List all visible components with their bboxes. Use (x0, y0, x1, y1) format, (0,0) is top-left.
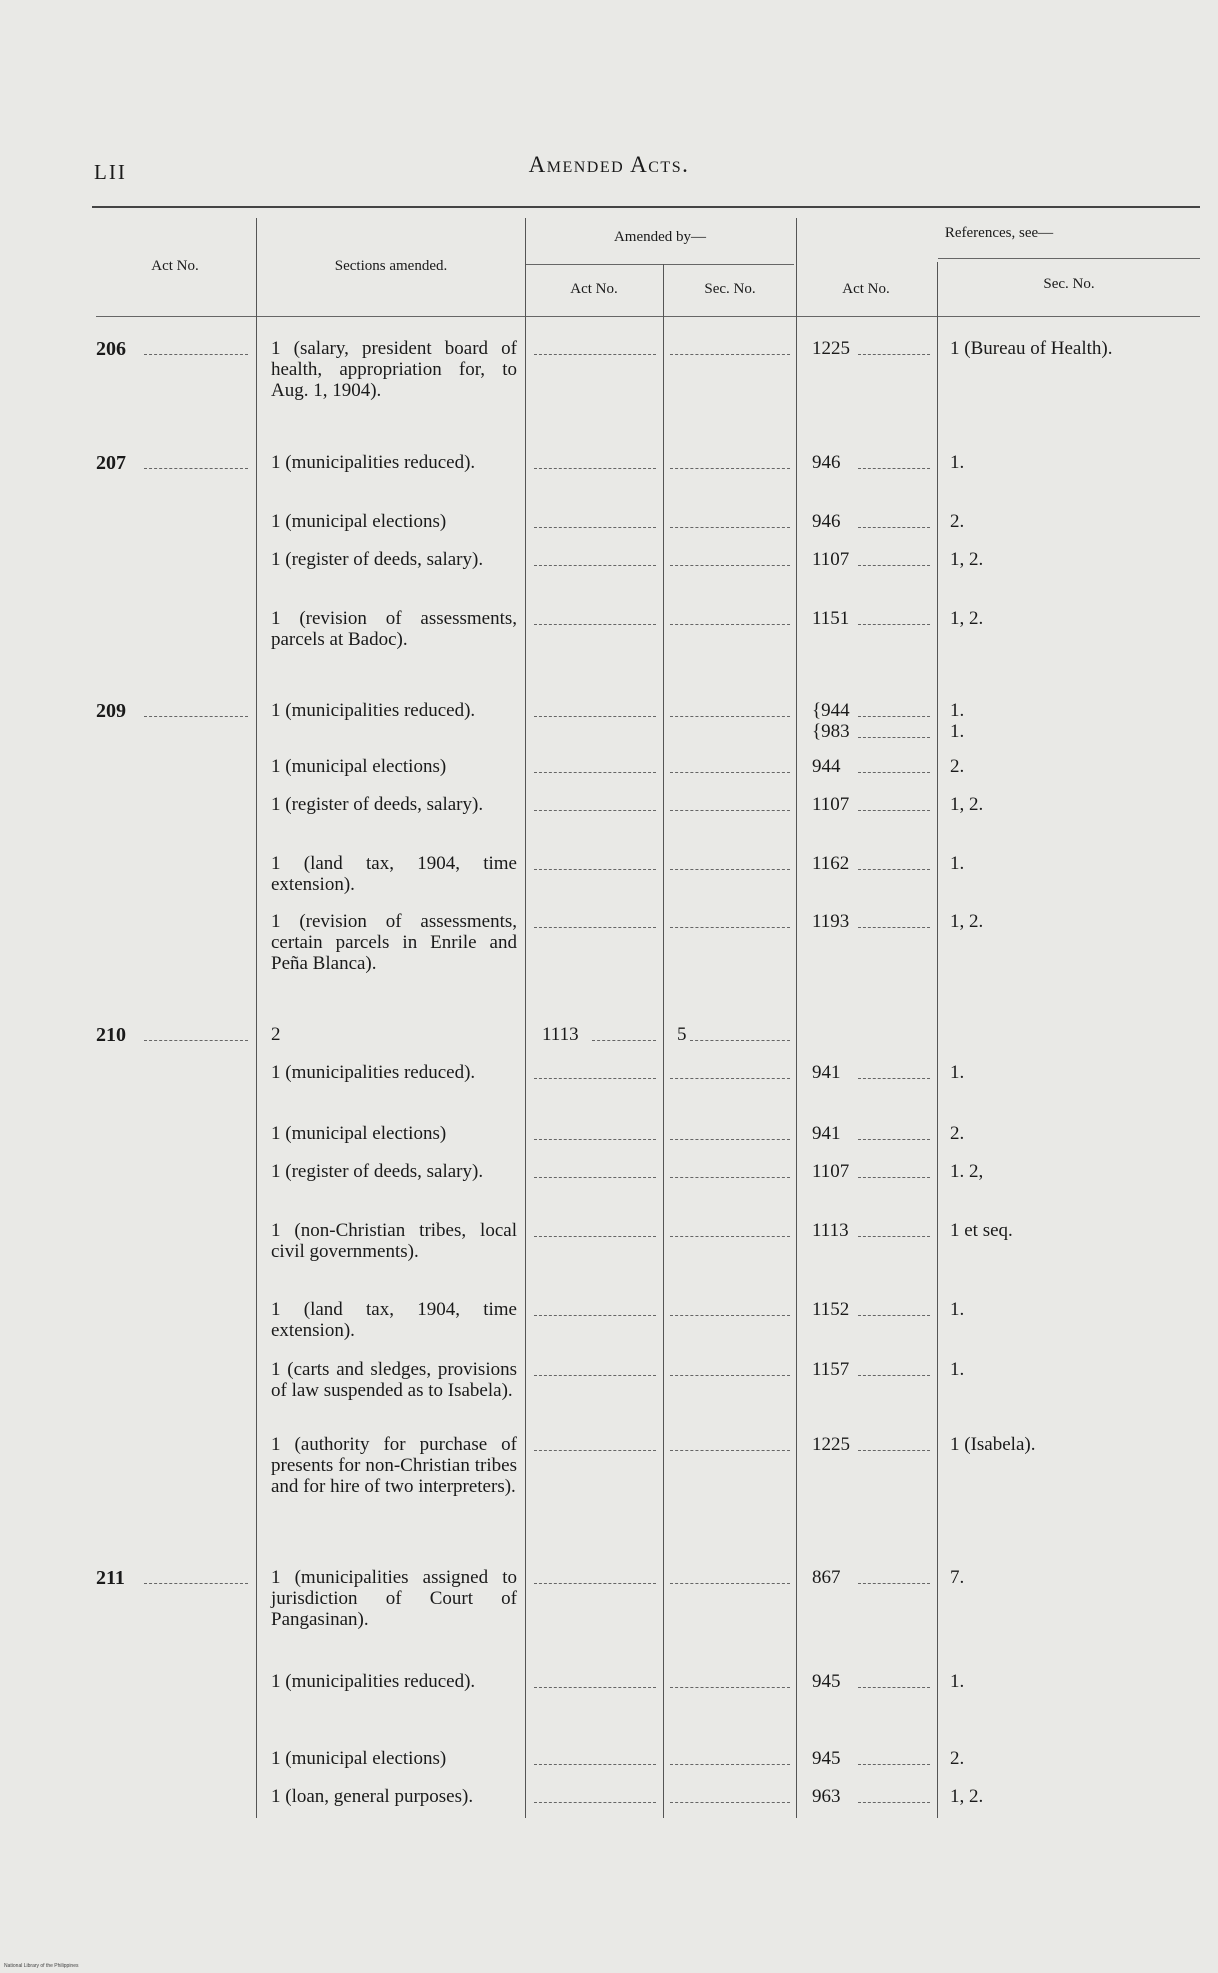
act-number (96, 608, 97, 630)
leader-dots (670, 1450, 790, 1451)
leader-dots (534, 624, 656, 625)
reference-act-number: 946 (812, 511, 841, 532)
leader-dots (670, 1802, 790, 1803)
act-number-cell (96, 1220, 254, 1243)
reference-act-number: 1193 (812, 911, 850, 932)
table-top-rule (92, 206, 1200, 208)
section-description: 1 (register of deeds, salary). (271, 549, 484, 570)
leader-dots (690, 1040, 790, 1041)
leader-dots (858, 1177, 930, 1178)
section-description: 1 (authority for purchase of presents for non-Christian tribes and for hire of two interpreters). (271, 1434, 517, 1497)
leader-dots (534, 1687, 656, 1688)
leader-dots (534, 1236, 656, 1237)
leader-dots (670, 1764, 790, 1765)
leader-dots (858, 1139, 930, 1140)
page-title-text: Amended Acts. (528, 152, 690, 177)
act-number (96, 1671, 97, 1693)
section-description: 1 (municipalities reduced). (271, 1062, 476, 1083)
act-number (96, 911, 97, 933)
reference-section-number: 1 (Bureau of Health). (950, 338, 1113, 359)
leader-dots (858, 1078, 930, 1079)
reference-act-number: 963 (812, 1786, 841, 1807)
reference-section-number: 7. (950, 1567, 965, 1588)
leader-dots (670, 716, 790, 717)
leader-dots (534, 1078, 656, 1079)
reference-section-number: 2. (950, 511, 965, 532)
leader-dots (858, 468, 930, 469)
act-number: 207 (96, 452, 126, 474)
leader-dots (534, 1177, 656, 1178)
reference-section-number: 1, 2. (950, 911, 984, 932)
leader-dots (534, 716, 656, 717)
leader-dots (858, 716, 930, 717)
reference-section-number: 1. 1. (950, 700, 965, 742)
leader-dots (670, 1687, 790, 1688)
act-number-cell (96, 511, 254, 534)
reference-section-number: 1. (950, 1062, 965, 1083)
leader-dots (534, 1375, 656, 1376)
leader-dots (858, 1802, 930, 1803)
reference-act-number: 944 (812, 756, 841, 777)
leader-dots (858, 1583, 930, 1584)
reference-section-number: 2. (950, 1123, 965, 1144)
act-number (96, 756, 97, 778)
reference-section-number: 1. (950, 853, 965, 874)
leader-dots (670, 1375, 790, 1376)
section-description: 1 (revision of assessments, certain parcels in Enrile and Peña Blanca). (271, 911, 517, 974)
reference-section-number: 1. (950, 452, 965, 473)
section-description: 1 (register of deeds, salary). (271, 794, 484, 815)
leader-dots (534, 527, 656, 528)
leader-dots (670, 1315, 790, 1316)
leader-dots (534, 1583, 656, 1584)
leader-dots (858, 565, 930, 566)
section-description: 1 (loan, general purposes). (271, 1786, 474, 1807)
header-amended-by: Amended by— (613, 229, 707, 245)
section-description: 1 (municipalities reduced). (271, 1671, 476, 1692)
act-number-cell (96, 338, 254, 361)
act-number-cell (96, 1786, 254, 1809)
act-number (96, 1434, 97, 1456)
leader-dots (858, 527, 930, 528)
leader-dots (670, 624, 790, 625)
reference-section-number: 2. (950, 1748, 965, 1769)
leader-dots (670, 1236, 790, 1237)
header-bottom-rule (96, 316, 1200, 317)
act-number-cell (96, 1359, 254, 1382)
section-description: 1 (land tax, 1904, time extension). (271, 1299, 517, 1341)
act-number-cell (96, 853, 254, 876)
section-description: 2 (271, 1024, 281, 1045)
reference-act-number: 1162 (812, 853, 850, 874)
act-number-cell (96, 452, 254, 475)
header-amended-act-no: Act No. (570, 281, 618, 297)
section-description: 1 (register of deeds, salary). (271, 1161, 484, 1182)
leader-dots (534, 1764, 656, 1765)
leader-dots (670, 468, 790, 469)
section-description: 1 (non-Christian tribes, local civil governments). (271, 1220, 517, 1262)
leader-dots (670, 772, 790, 773)
column-divider (256, 218, 257, 1818)
act-number: 209 (96, 700, 126, 722)
act-number-cell (96, 1062, 254, 1085)
reference-section-number: 1 et seq. (950, 1220, 1013, 1241)
leader-dots (858, 1236, 930, 1237)
leader-dots (534, 468, 656, 469)
section-description: 1 (municipalities assigned to jurisdiction of Court of Pangasinan). (271, 1567, 517, 1630)
act-number: 206 (96, 338, 126, 360)
reference-act-number: 867 (812, 1567, 841, 1588)
leader-dots (144, 716, 248, 717)
leader-dots (670, 1177, 790, 1178)
leader-dots (670, 927, 790, 928)
act-number-cell (96, 1671, 254, 1694)
footer-credit: National Library of the Philippines (4, 1963, 79, 1969)
leader-dots (858, 737, 930, 738)
act-number-cell (96, 1567, 254, 1590)
leader-dots (534, 927, 656, 928)
act-number: 211 (96, 1567, 125, 1589)
act-number-cell (96, 608, 254, 631)
leader-dots (534, 565, 656, 566)
section-description: 1 (municipal elections) (271, 511, 447, 532)
reference-act-number: 1113 (812, 1220, 849, 1241)
act-number-cell (96, 794, 254, 817)
leader-dots (670, 1078, 790, 1079)
leader-dots (534, 772, 656, 773)
leader-dots (670, 1583, 790, 1584)
leader-dots (858, 927, 930, 928)
reference-act-number: 1107 (812, 549, 850, 570)
column-divider (663, 264, 664, 1818)
reference-act-number: 945 (812, 1671, 841, 1692)
act-number (96, 1748, 97, 1770)
header-amended-sec-no: Sec. No. (704, 281, 756, 297)
act-number (96, 511, 97, 533)
act-number (96, 1786, 97, 1808)
reference-act-number: {944 {983 (812, 700, 850, 742)
amended-by-rule (526, 264, 794, 265)
act-number (96, 1062, 97, 1084)
header-ref-sec-no: Sec. No. (1043, 276, 1095, 292)
act-number (96, 853, 97, 875)
reference-act-number: 1225 (812, 1434, 850, 1455)
header-sections-amended: Sections amended. (334, 258, 448, 274)
reference-act-number: 1157 (812, 1359, 850, 1380)
reference-act-number: 1225 (812, 338, 850, 359)
reference-act-number: 1107 (812, 794, 850, 815)
act-number: 210 (96, 1024, 126, 1046)
reference-section-number: 1. (950, 1299, 965, 1320)
reference-section-number: 1. 2, (950, 1161, 984, 1182)
column-divider (937, 262, 938, 1818)
act-number-cell (96, 1299, 254, 1322)
act-number (96, 549, 97, 571)
reference-section-number: 1, 2. (950, 794, 984, 815)
section-description: 1 (salary, president board of health, appropriation for, to Aug. 1, 1904). (271, 338, 517, 401)
section-description: 1 (revision of assessments, parcels at Badoc). (271, 608, 517, 650)
header-references: References, see— (944, 225, 1054, 241)
act-number-cell (96, 700, 254, 723)
act-number-cell (96, 1161, 254, 1184)
reference-act-number: 1151 (812, 608, 850, 629)
header-act-no: Act No. (151, 258, 199, 274)
leader-dots (858, 869, 930, 870)
leader-dots (858, 1687, 930, 1688)
reference-act-number: 946 (812, 452, 841, 473)
leader-dots (534, 354, 656, 355)
act-number-cell (96, 1123, 254, 1146)
reference-act-number: 1152 (812, 1299, 850, 1320)
section-description: 1 (municipalities reduced). (271, 452, 476, 473)
leader-dots (534, 1139, 656, 1140)
act-number (96, 1123, 97, 1145)
leader-dots (670, 810, 790, 811)
leader-dots (534, 1315, 656, 1316)
reference-section-number: 1. (950, 1671, 965, 1692)
act-number (96, 1220, 97, 1242)
leader-dots (144, 468, 248, 469)
leader-dots (858, 624, 930, 625)
leader-dots (670, 565, 790, 566)
leader-dots (858, 354, 930, 355)
reference-act-number: 1107 (812, 1161, 850, 1182)
column-divider (525, 218, 526, 1818)
leader-dots (858, 772, 930, 773)
leader-dots (858, 1764, 930, 1765)
act-number-cell (96, 1024, 254, 1047)
leader-dots (534, 1802, 656, 1803)
leader-dots (670, 354, 790, 355)
act-number-cell (96, 549, 254, 572)
act-number-cell (96, 1434, 254, 1457)
act-number-cell (96, 911, 254, 934)
section-description: 1 (municipal elections) (271, 1748, 447, 1769)
header-ref-act-no: Act No. (842, 281, 890, 297)
act-number (96, 1359, 97, 1381)
act-number (96, 1161, 97, 1183)
leader-dots (858, 1315, 930, 1316)
reference-section-number: 1, 2. (950, 608, 984, 629)
page-number: LII (94, 160, 127, 184)
act-number-cell (96, 756, 254, 779)
column-divider (796, 218, 797, 1818)
leader-dots (534, 869, 656, 870)
leader-dots (858, 1450, 930, 1451)
leader-dots (144, 354, 248, 355)
reference-act-number: 941 (812, 1123, 841, 1144)
section-description: 1 (carts and sledges, provisions of law suspended as to Isabela). (271, 1359, 517, 1401)
section-description: 1 (land tax, 1904, time extension). (271, 853, 517, 895)
section-description: 1 (municipal elections) (271, 756, 447, 777)
reference-section-number: 2. (950, 756, 965, 777)
act-number-cell (96, 1748, 254, 1771)
reference-act-number: 945 (812, 1748, 841, 1769)
section-description: 1 (municipal elections) (271, 1123, 447, 1144)
act-number (96, 1299, 97, 1321)
page-title (0, 152, 1218, 178)
leader-dots (592, 1040, 656, 1041)
amending-act-number: 1113 (542, 1024, 579, 1045)
leader-dots (144, 1583, 248, 1584)
reference-section-number: 1, 2. (950, 1786, 984, 1807)
leader-dots (670, 527, 790, 528)
reference-section-number: 1 (Isabela). (950, 1434, 1036, 1455)
leader-dots (858, 810, 930, 811)
leader-dots (670, 869, 790, 870)
section-description: 1 (municipalities reduced). (271, 700, 476, 721)
reference-section-number: 1. (950, 1359, 965, 1380)
amending-section-number: 5 (677, 1024, 687, 1045)
leader-dots (144, 1040, 248, 1041)
leader-dots (534, 1450, 656, 1451)
leader-dots (858, 1375, 930, 1376)
leader-dots (670, 1139, 790, 1140)
reference-section-number: 1, 2. (950, 549, 984, 570)
reference-act-number: 941 (812, 1062, 841, 1083)
leader-dots (534, 810, 656, 811)
act-number (96, 794, 97, 816)
references-rule (938, 258, 1200, 259)
